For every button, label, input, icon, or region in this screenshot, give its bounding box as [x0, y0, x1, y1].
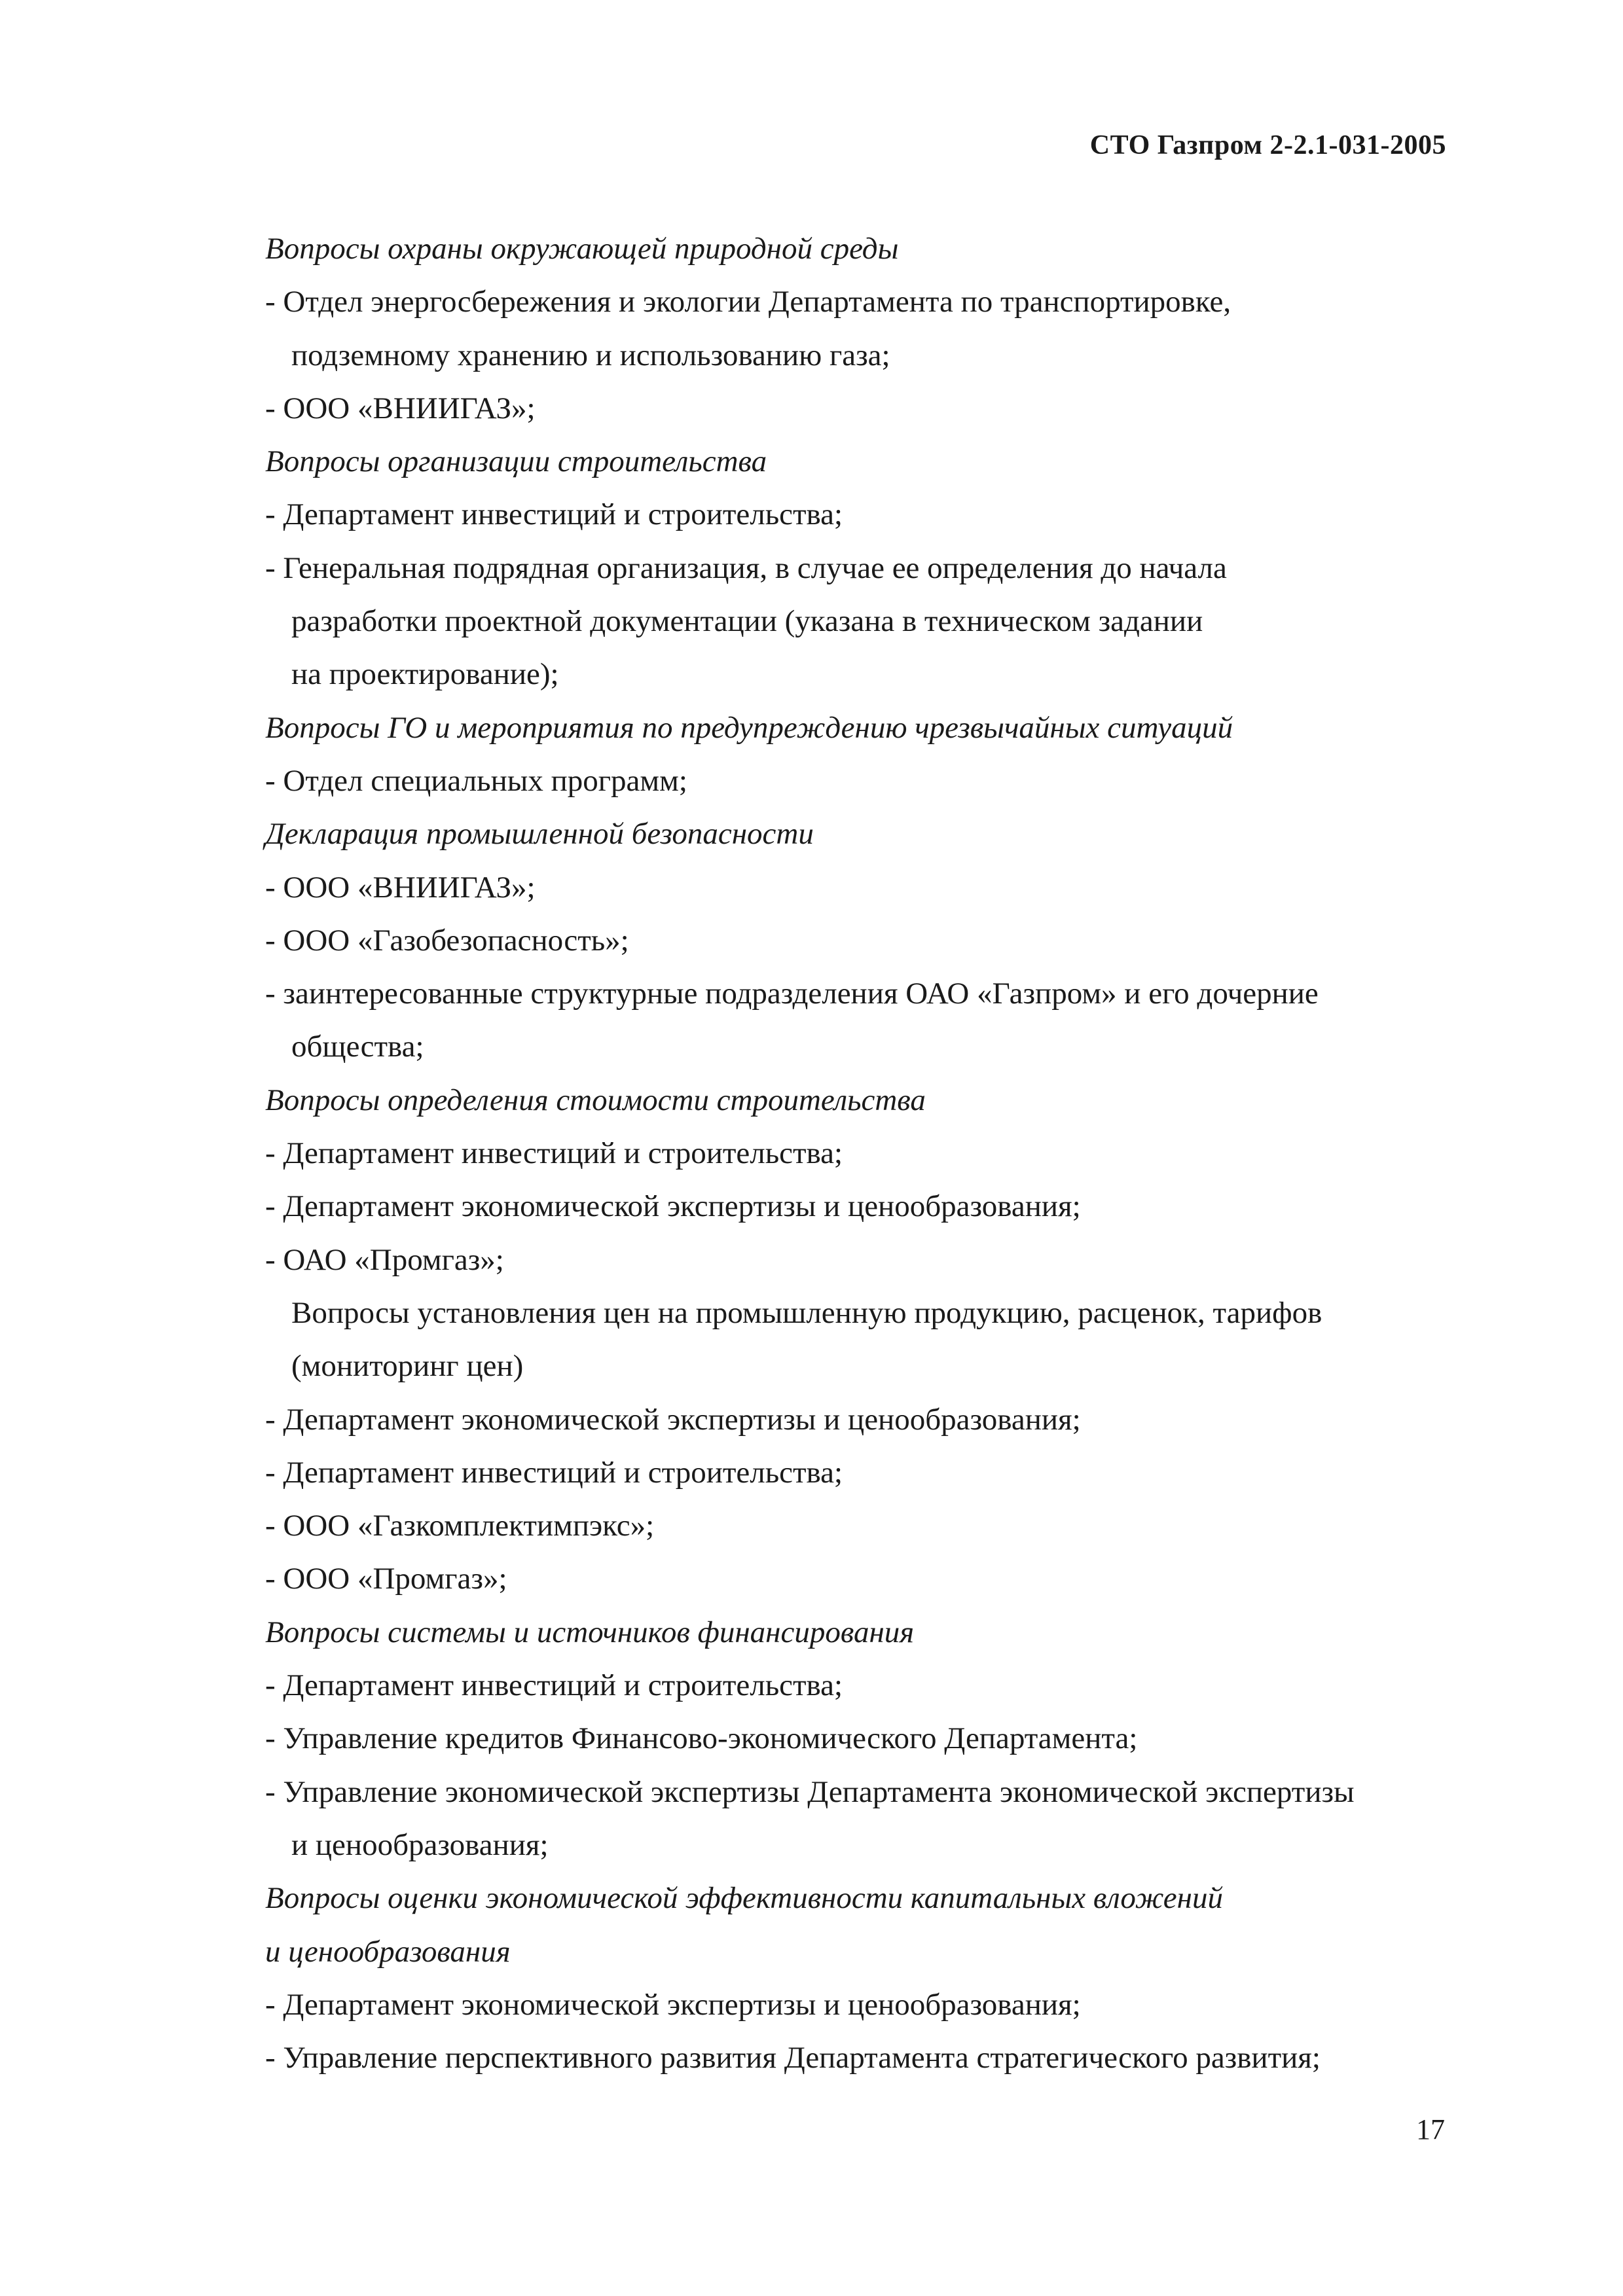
list-item: - Управление экономической экспертизы Департамента экономической экспертизы — [265, 1774, 1355, 1809]
list-item: - ООО «Газобезопасность»; — [265, 923, 629, 958]
document-body — [265, 223, 1457, 2085]
list-item-continuation: и ценообразования; — [291, 1827, 549, 1862]
list-item: - ООО «ВНИИГАЗ»; — [265, 870, 536, 905]
list-item-continuation: на проектирование); — [291, 657, 559, 692]
list-item: - Департамент инвестиций и строительства; — [265, 1668, 843, 1703]
section-heading: Вопросы определения стоимости строительства — [265, 1083, 926, 1117]
list-item: - Генеральная подрядная организация, в случае ее определения до начала — [265, 550, 1227, 585]
list-item: - Департамент инвестиций и строительства; — [265, 497, 843, 532]
list-item-continuation: (мониторинг цен) — [291, 1349, 524, 1384]
section-heading: и ценообразования — [265, 1934, 511, 1969]
section-heading: Вопросы охраны окружающей природной среды — [265, 232, 899, 266]
list-item: - Департамент экономической экспертизы и ценообразования; — [265, 1189, 1081, 1224]
list-item: - ООО «Промгаз»; — [265, 1562, 507, 1596]
list-item: - Департамент инвестиций и строительства; — [265, 1455, 843, 1490]
list-item: - Департамент экономической экспертизы и ценообразования; — [265, 1402, 1081, 1437]
list-item-continuation: общества; — [291, 1030, 424, 1064]
list-item: - Отдел специальных программ; — [265, 763, 687, 798]
section-heading: Вопросы оценки экономической эффективности капитальных вложений — [265, 1881, 1223, 1916]
list-item-continuation: разработки проектной документации (указана в техническом задании — [291, 604, 1203, 639]
page-number: 17 — [1416, 2113, 1445, 2145]
list-item: - ОАО «Промгаз»; — [265, 1242, 504, 1277]
list-item: - Управление кредитов Финансово-экономического Департамента; — [265, 1721, 1138, 1756]
section-heading: Вопросы ГО и мероприятия по предупреждению чрезвычайных ситуаций — [265, 710, 1233, 745]
list-item: - заинтересованные структурные подразделения ОАО «Газпром» и его дочерние — [265, 977, 1319, 1011]
section-heading: Вопросы системы и источников финансирования — [265, 1615, 915, 1649]
list-item: - Департамент экономической экспертизы и ценообразования; — [265, 1987, 1081, 2022]
list-item: - ООО «ВНИИГАЗ»; — [265, 391, 536, 425]
section-heading: Вопросы организации строительства — [265, 444, 767, 479]
list-item-continuation: Вопросы установления цен на промышленную продукцию, расценок, тарифов — [291, 1295, 1322, 1330]
list-item: - Управление перспективного развития Департамента стратегического развития; — [265, 2041, 1321, 2075]
list-item: - Департамент инвестиций и строительства; — [265, 1136, 843, 1171]
list-item: - Отдел энергосбережения и экологии Департамента по транспортировке, — [265, 285, 1231, 319]
list-item: - ООО «Газкомплектимпэкс»; — [265, 1509, 655, 1543]
section-heading: Декларация промышленной безопасности — [265, 817, 814, 852]
document-header: СТО Газпром 2-2.1-031-2005 — [1089, 130, 1446, 160]
list-item-continuation: подземному хранению и использованию газа; — [291, 338, 890, 372]
